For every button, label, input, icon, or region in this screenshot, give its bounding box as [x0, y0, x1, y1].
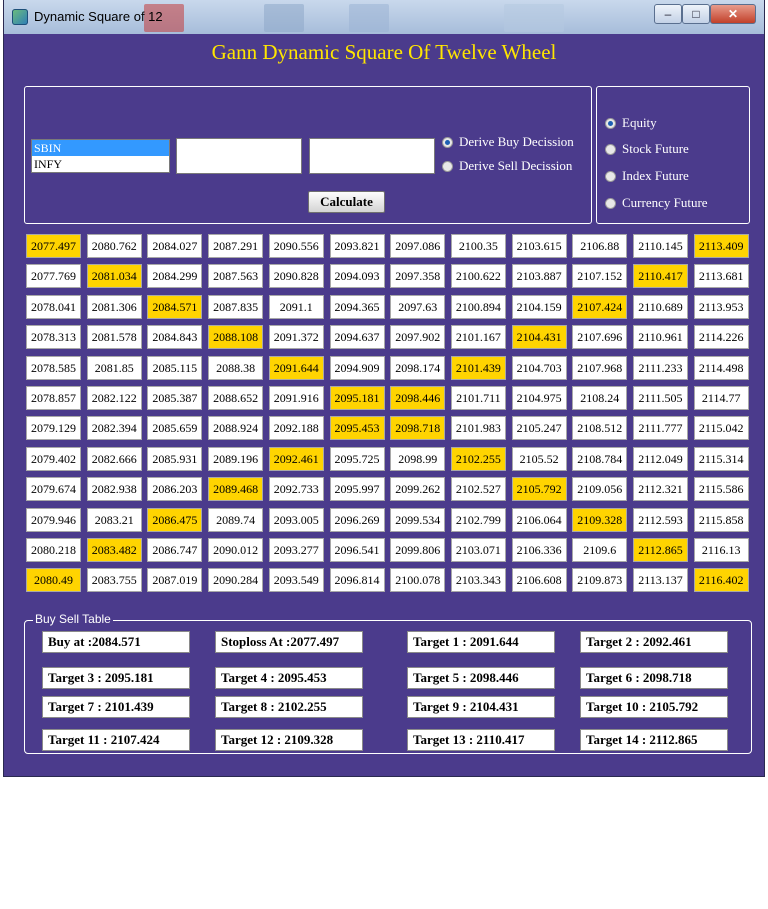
close-button[interactable]: ✕: [710, 4, 756, 24]
grid-cell: 2081.306: [87, 295, 142, 319]
radio-indicator[interactable]: [442, 161, 453, 172]
grid-cell: 2078.313: [26, 325, 81, 349]
grid-cell: 2086.475: [147, 508, 202, 532]
grid-cell: 2101.711: [451, 386, 506, 410]
buy-sell-value: Target 11 : 2107.424: [42, 729, 190, 751]
buy-sell-value: Stoploss At :2077.497: [215, 631, 363, 653]
grid-cell: 2093.549: [269, 568, 324, 592]
grid-cell: 2103.343: [451, 568, 506, 592]
radio-label: Derive Sell Decission: [459, 158, 573, 173]
grid-cell: 2109.328: [572, 508, 627, 532]
taskbar-ghost-icon: [264, 4, 304, 32]
grid-cell: 2111.777: [633, 416, 688, 440]
radio-indicator[interactable]: [605, 144, 616, 155]
grid-cell: 2093.821: [330, 234, 385, 258]
grid-cell: 2081.034: [87, 264, 142, 288]
grid-cell: 2087.835: [208, 295, 263, 319]
grid-cell: 2093.005: [269, 508, 324, 532]
grid-cell: 2079.674: [26, 477, 81, 501]
radio-label: Stock Future: [622, 141, 689, 156]
grid-cell: 2098.99: [390, 447, 445, 471]
grid-cell: 2111.505: [633, 386, 688, 410]
grid-cell: 2099.806: [390, 538, 445, 562]
radio-label: Equity: [622, 115, 657, 130]
radio-label: Currency Future: [622, 195, 708, 210]
grid-cell: 2088.108: [208, 325, 263, 349]
grid-cell: 2093.277: [269, 538, 324, 562]
grid-cell: 2101.167: [451, 325, 506, 349]
grid-cell: 2115.314: [694, 447, 749, 471]
grid-cell: 2113.681: [694, 264, 749, 288]
page-title: Gann Dynamic Square Of Twelve Wheel: [211, 40, 557, 64]
grid-cell: 2095.997: [330, 477, 385, 501]
app-icon: [12, 9, 28, 25]
grid-cell: 2089.74: [208, 508, 263, 532]
grid-cell: 2082.122: [87, 386, 142, 410]
radio-indicator[interactable]: [442, 137, 453, 148]
radio-label: Derive Buy Decission: [459, 134, 574, 149]
grid-cell: 2083.482: [87, 538, 142, 562]
grid-cell: 2103.887: [512, 264, 567, 288]
grid-cell: 2098.174: [390, 356, 445, 380]
grid-cell: 2112.593: [633, 508, 688, 532]
grid-cell: 2084.843: [147, 325, 202, 349]
grid-cell: 2090.284: [208, 568, 263, 592]
grid-cell: 2106.88: [572, 234, 627, 258]
grid-cell: 2098.446: [390, 386, 445, 410]
grid-cell: 2097.358: [390, 264, 445, 288]
grid-cell: 2099.262: [390, 477, 445, 501]
grid-cell: 2104.431: [512, 325, 567, 349]
grid-cell: 2100.894: [451, 295, 506, 319]
buy-sell-value: Target 2 : 2092.461: [580, 631, 728, 653]
buy-sell-value: Target 13 : 2110.417: [407, 729, 555, 751]
grid-cell: 2089.468: [208, 477, 263, 501]
symbol-item-sbin[interactable]: SBIN: [32, 140, 169, 156]
grid-cell: 2096.541: [330, 538, 385, 562]
grid-cell: 2102.527: [451, 477, 506, 501]
grid-cell: 2096.269: [330, 508, 385, 532]
grid-cell: 2086.203: [147, 477, 202, 501]
grid-cell: 2092.733: [269, 477, 324, 501]
grid-cell: 2092.461: [269, 447, 324, 471]
symbol-item-infy[interactable]: INFY: [34, 157, 63, 171]
grid-cell: 2094.365: [330, 295, 385, 319]
radio-indicator[interactable]: [605, 198, 616, 209]
grid-cell: 2079.402: [26, 447, 81, 471]
symbol-listbox[interactable]: [31, 139, 170, 173]
grid-cell: 2077.769: [26, 264, 81, 288]
buy-sell-table: [24, 612, 752, 754]
grid-cell: 2097.086: [390, 234, 445, 258]
grid-cell: 2098.718: [390, 416, 445, 440]
grid-cell: 2083.21: [87, 508, 142, 532]
buy-sell-value: Target 7 : 2101.439: [42, 696, 190, 718]
grid-cell: 2080.49: [26, 568, 81, 592]
grid-cell: 2097.63: [390, 295, 445, 319]
buy-sell-value: Target 3 : 2095.181: [42, 667, 190, 689]
window-title: Dynamic Square of 12: [34, 9, 163, 24]
grid-cell: 2095.453: [330, 416, 385, 440]
radio-indicator[interactable]: [605, 171, 616, 182]
grid-cell: 2086.747: [147, 538, 202, 562]
grid-cell: 2096.814: [330, 568, 385, 592]
grid-cell: 2091.644: [269, 356, 324, 380]
radio-index-future[interactable]: [605, 168, 689, 184]
grid-cell: 2102.255: [451, 447, 506, 471]
grid-cell: 2084.027: [147, 234, 202, 258]
radio-equity[interactable]: [605, 115, 657, 131]
grid-cell: 2109.6: [572, 538, 627, 562]
minimize-button[interactable]: –: [654, 4, 682, 24]
grid-cell: 2084.571: [147, 295, 202, 319]
grid-cell: 2078.041: [26, 295, 81, 319]
grid-cell: 2077.497: [26, 234, 81, 258]
grid-cell: 2114.498: [694, 356, 749, 380]
instrument-type-panel: [596, 86, 750, 224]
radio-stock-future[interactable]: [605, 141, 689, 157]
app-window: [4, 0, 764, 776]
title-bar[interactable]: [4, 0, 764, 34]
grid-cell: 2104.159: [512, 295, 567, 319]
taskbar-ghost-icon: [504, 4, 564, 32]
radio-currency-future[interactable]: [605, 195, 708, 211]
grid-cell: 2113.137: [633, 568, 688, 592]
grid-cell: 2104.703: [512, 356, 567, 380]
grid-cell: 2100.622: [451, 264, 506, 288]
grid-cell: 2090.556: [269, 234, 324, 258]
grid-cell: 2078.585: [26, 356, 81, 380]
grid-cell: 2091.372: [269, 325, 324, 349]
radio-sell-decision[interactable]: [442, 158, 572, 174]
grid-cell: 2104.975: [512, 386, 567, 410]
grid-cell: 2094.093: [330, 264, 385, 288]
grid-cell: 2110.961: [633, 325, 688, 349]
grid-cell: 2085.931: [147, 447, 202, 471]
grid-cell: 2105.247: [512, 416, 567, 440]
grid-cell: 2116.13: [694, 538, 749, 562]
grid-cell: 2106.608: [512, 568, 567, 592]
grid-cell: 2090.012: [208, 538, 263, 562]
grid-cell: 2116.402: [694, 568, 749, 592]
grid-cell: 2083.755: [87, 568, 142, 592]
grid-cell: 2087.019: [147, 568, 202, 592]
buy-sell-value: Target 4 : 2095.453: [215, 667, 363, 689]
buy-sell-value: Target 9 : 2104.431: [407, 696, 555, 718]
price-input-1[interactable]: [176, 138, 302, 174]
grid-cell: 2101.439: [451, 356, 506, 380]
grid-cell: 2095.725: [330, 447, 385, 471]
grid-cell: 2080.762: [87, 234, 142, 258]
grid-cell: 2107.424: [572, 295, 627, 319]
grid-cell: 2108.512: [572, 416, 627, 440]
grid-cell: 2108.784: [572, 447, 627, 471]
grid-cell: 2106.336: [512, 538, 567, 562]
grid-cell: 2114.77: [694, 386, 749, 410]
grid-cell: 2102.799: [451, 508, 506, 532]
grid-cell: 2100.078: [390, 568, 445, 592]
grid-cell: 2094.909: [330, 356, 385, 380]
grid-cell: 2115.586: [694, 477, 749, 501]
buy-sell-value: Target 1 : 2091.644: [407, 631, 555, 653]
buy-sell-value: Buy at :2084.571: [42, 631, 190, 653]
buy-sell-value: Target 14 : 2112.865: [580, 729, 728, 751]
grid-cell: 2113.953: [694, 295, 749, 319]
input-panel: [24, 86, 592, 224]
grid-cell: 2082.394: [87, 416, 142, 440]
grid-cell: 2090.828: [269, 264, 324, 288]
buy-sell-value: Target 10 : 2105.792: [580, 696, 728, 718]
grid-cell: 2082.666: [87, 447, 142, 471]
grid-cell: 2107.968: [572, 356, 627, 380]
grid-cell: 2115.042: [694, 416, 749, 440]
grid-cell: 2101.983: [451, 416, 506, 440]
grid-cell: 2080.218: [26, 538, 81, 562]
radio-buy-decision[interactable]: [442, 134, 574, 150]
radio-label: Index Future: [622, 168, 689, 183]
grid-cell: 2094.637: [330, 325, 385, 349]
grid-cell: 2095.181: [330, 386, 385, 410]
grid-cell: 2079.129: [26, 416, 81, 440]
grid-cell: 2099.534: [390, 508, 445, 532]
grid-cell: 2109.056: [572, 477, 627, 501]
calculate-button[interactable]: Calculate: [308, 191, 385, 213]
grid-cell: 2103.615: [512, 234, 567, 258]
grid-cell: 2085.387: [147, 386, 202, 410]
grid-cell: 2091.916: [269, 386, 324, 410]
grid-cell: 2085.115: [147, 356, 202, 380]
grid-cell: 2100.35: [451, 234, 506, 258]
grid-cell: 2088.38: [208, 356, 263, 380]
grid-cell: 2088.652: [208, 386, 263, 410]
grid-cell: 2087.291: [208, 234, 263, 258]
grid-cell: 2115.858: [694, 508, 749, 532]
buy-sell-value: Target 8 : 2102.255: [215, 696, 363, 718]
price-input-2[interactable]: [309, 138, 435, 174]
grid-cell: 2103.071: [451, 538, 506, 562]
grid-cell: 2088.924: [208, 416, 263, 440]
buy-sell-value: Target 6 : 2098.718: [580, 667, 728, 689]
buy-sell-value: Target 5 : 2098.446: [407, 667, 555, 689]
grid-cell: 2107.152: [572, 264, 627, 288]
price-field-1[interactable]: [177, 139, 305, 175]
grid-cell: 2110.145: [633, 234, 688, 258]
buy-sell-value: Target 12 : 2109.328: [215, 729, 363, 751]
grid-cell: 2109.873: [572, 568, 627, 592]
grid-cell: 2085.659: [147, 416, 202, 440]
grid-cell: 2087.563: [208, 264, 263, 288]
grid-cell: 2081.578: [87, 325, 142, 349]
buy-sell-table-legend: Buy Sell Table: [35, 612, 111, 626]
radio-indicator[interactable]: [605, 118, 616, 129]
grid-cell: 2079.946: [26, 508, 81, 532]
grid-cell: 2078.857: [26, 386, 81, 410]
grid-cell: 2084.299: [147, 264, 202, 288]
grid-cell: 2111.233: [633, 356, 688, 380]
taskbar-ghost-icon: [349, 4, 389, 32]
price-field-2[interactable]: [310, 139, 438, 175]
grid-cell: 2113.409: [694, 234, 749, 258]
grid-cell: 2107.696: [572, 325, 627, 349]
grid-cell: 2110.689: [633, 295, 688, 319]
grid-cell: 2112.321: [633, 477, 688, 501]
grid-cell: 2105.792: [512, 477, 567, 501]
grid-cell: 2112.865: [633, 538, 688, 562]
grid-cell: 2091.1: [269, 295, 324, 319]
grid-cell: 2082.938: [87, 477, 142, 501]
grid-cell: 2106.064: [512, 508, 567, 532]
grid-cell: 2089.196: [208, 447, 263, 471]
maximize-button[interactable]: □: [682, 4, 710, 24]
grid-cell: 2110.417: [633, 264, 688, 288]
grid-cell: 2081.85: [87, 356, 142, 380]
grid-cell: 2108.24: [572, 386, 627, 410]
grid-cell: 2114.226: [694, 325, 749, 349]
grid-cell: 2097.902: [390, 325, 445, 349]
grid-cell: 2092.188: [269, 416, 324, 440]
grid-cell: 2105.52: [512, 447, 567, 471]
grid-cell: 2112.049: [633, 447, 688, 471]
